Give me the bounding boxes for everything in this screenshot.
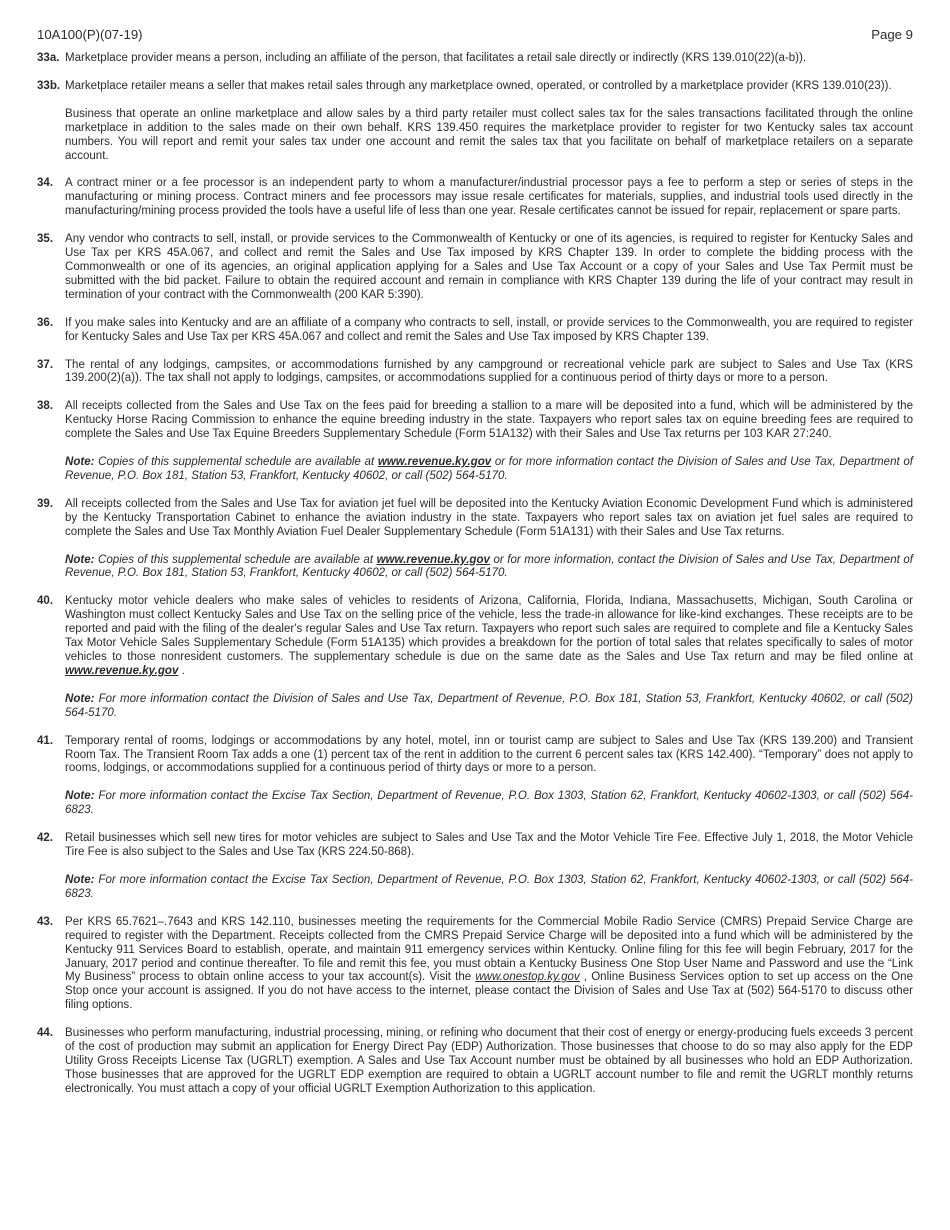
onestop-link[interactable]: www.onestop.ky.gov: [475, 971, 580, 984]
item-number: 42.: [37, 832, 54, 845]
item-number: 43.: [37, 915, 54, 928]
item-number: 34.: [37, 177, 54, 190]
item-text: The rental of any lodgings, campsites, or accommodations furnished by any campground or recreational vehicle park are subject to Sales and Use Tax (KRS 139.200(2)(a)). The tax shall not apply to lodgings, campsites, or accommodations supplied for a continuous period of thirty days or more to a person.: [65, 358, 913, 385]
item-33a: [37, 52, 913, 66]
item-text: .: [178, 664, 185, 677]
form-id: 10A100(P)(07-19): [37, 27, 143, 42]
item-44: [37, 1027, 913, 1097]
item-text: All receipts collected from the Sales and Use Tax on the fees paid for breeding a stallion to a mare will be deposited into a fund, which will be administered by the Kentucky Horse Racing Commission to enhance the equine breeding industry in the state. Taxpayers who report sales tax on equine breeding fees are required to complete the Sales and Use Tax Equine Breeders Supplementary Schedule (Form 51A132) with their Sales and Use Tax returns per 103 KAR 27:240.: [65, 400, 913, 441]
item-number: 35.: [37, 233, 54, 246]
note-label: Note:: [65, 456, 95, 469]
item-number: 40.: [37, 595, 54, 608]
item-number: 33a.: [37, 52, 60, 64]
note-text: Copies of this supplemental schedule are available at: [94, 456, 378, 469]
item-33b-paragraph: Business that operate an online marketplace and allow sales by a third party retailer must collect sales tax for the sales transactions facilitated through the online marketplace in addition to the sales made on their own behalf. KRS 139.450 requires the marketplace provider to register for two Kentucky sales tax account numbers. You will report and remit your sales tax under one account and remit the sales tax that you facilitate on behalf of marketplace retailers on a separate account.: [65, 107, 913, 162]
note-text: For more information contact the Excise Tax Section, Department of Revenue, P.O. Box 1303, Station 62, Frankfort, Kentucky 40602-1303, or call (502) 564-6823.: [65, 873, 913, 900]
note-text: For more information contact the Excise Tax Section, Department of Revenue, P.O. Box 1303, Station 62, Frankfort, Kentucky 40602-1303, or call (502) 564-6823.: [65, 790, 913, 817]
item-40: [37, 595, 913, 678]
item-39: [37, 498, 913, 540]
page-header: [37, 26, 913, 44]
item-number: 33b.: [37, 79, 61, 92]
item-number: 41.: [37, 734, 54, 747]
item-41: [37, 735, 913, 777]
item-text: If you make sales into Kentucky and are an affiliate of a company who contracts to sell, install, or provide services to the Commonwealth, you are required to register for Kentucky Sales and Use Tax per KRS 45A.067 and collect and remit the Sales and Use Tax imposed by KRS Chapter 139.: [65, 316, 913, 343]
item-number: 36.: [37, 316, 54, 329]
note-label: Note:: [65, 692, 95, 705]
item-36: [37, 317, 913, 345]
note-39: [65, 554, 913, 582]
item-text: , Online Business Services option to set up access on the One Stop once your account is assigned. If you do not have access to the internet, please contact the Division of Sales and Use Tax at (502) 564-5170 to discuss other filing options.: [65, 971, 913, 1012]
item-text-container: [65, 595, 913, 678]
item-text: Per KRS 65.7621–.7643 and KRS 142.110, businesses meeting the requirements for the Commercial Mobile Radio Service (CMRS) Prepaid Service Charge are required to register with the Department. Receipts collected from the CMRS Prepaid Service Charge will be deposited into a fund which will be administered by the Kentucky 911 Services Board to establish, operate, and maintain 911 emergency services within Kentucky. Online filing for this fee will begin February, 2017 for the January, 2017 period and continue thereafter. To file and remit this fee, you must obtain a Kentucky Business One Stop User Name and Password and use the “Link My Business” process to obtain online access to your tax account(s). Visit the: [65, 915, 913, 984]
item-43: [37, 916, 913, 1013]
item-42: [37, 832, 913, 860]
item-text: Retail businesses which sell new tires for motor vehicles are subject to Sales and Use Tax and the Motor Vehicle Tire Fee. Effective July 1, 2018, the Motor Vehicle Tire Fee is also subject to the Sales and Use Tax (KRS 224.50-868).: [65, 832, 913, 859]
item-text: All receipts collected from the Sales and Use Tax for aviation jet fuel will be deposited into the Kentucky Aviation Economic Development Fund which is administered by the Kentucky Transportation Cabinet to enhance the aviation industry in the state. Taxpayers who report sales tax on aviation jet fuel sales are required to complete the Sales and Use Tax Monthly Aviation Fuel Dealer Supplementary Schedule (Form 51A131) with their Sales and Use Tax returns.: [65, 497, 913, 538]
note-38: [65, 456, 913, 484]
item-text-container: [65, 916, 913, 1013]
note-text: Copies of this supplemental schedule are available at: [94, 553, 377, 566]
item-number: 37.: [37, 358, 54, 371]
note-41: [65, 790, 913, 818]
note-label: Note:: [65, 873, 95, 886]
item-text: Marketplace provider means a person, including an affiliate of the person, that facilitates a retail sale directly or indirectly (KRS 139.010(22)(a-b)).: [65, 52, 807, 64]
item-number: 44.: [37, 1027, 54, 1040]
note-text: or for more information, contact the Division of Sales and Use Tax, Department of Revenue, P.O. Box 181, Station 53, Frankfort, Kentucky 40602, or call (502) 564-5170.: [65, 553, 913, 580]
revenue-link[interactable]: www.revenue.ky.gov: [65, 664, 179, 677]
item-34: [37, 177, 913, 219]
item-33b: [37, 80, 913, 94]
item-text: A contract miner or a fee processor is an independent party to whom a manufacturer/industrial processor pays a fee to perform a step or series of steps in the manufacturing or mining process. Contract miners and fee processors may issue resale certificates for materials, supplies, and industrial tools used directly in the manufacturing/mining process provided the tools have a useful life of less than one year. Resale certificates cannot be issued for repair, replacement or spare parts.: [65, 177, 913, 218]
note-text: For more information contact the Division of Sales and Use Tax, Department of Revenue, P.O. Box 181, Station 53, Frankfort, Kentucky 40602, or call (502) 564-5170.: [65, 692, 913, 719]
revenue-link[interactable]: www.revenue.ky.gov: [376, 553, 490, 566]
note-40: [65, 693, 913, 721]
item-text: Marketplace retailer means a seller that makes retail sales through any marketplace owned, operated, or controlled by a marketplace provider (KRS 139.010(23)).: [65, 79, 892, 92]
revenue-link[interactable]: www.revenue.ky.gov: [377, 456, 492, 469]
note-label: Note:: [65, 790, 95, 803]
page-number: Page 9: [871, 27, 913, 42]
note-label: Note:: [65, 553, 95, 566]
note-text: or for more information contact the Division of Sales and Use Tax, Department of Revenue, P.O. Box 181, Station 53, Frankfort, Kentucky 40602, or call (502) 564-5170.: [65, 456, 913, 482]
note-42: [65, 874, 913, 902]
item-number: 38.: [37, 400, 54, 413]
item-text: Kentucky motor vehicle dealers who make sales of vehicles to residents of Arizona, California, Florida, Indiana, Massachusetts, Michigan, South Carolina or Washington must collect Kentucky Sales and Use Tax on the selling price of the vehicle, less the trade-in allowance for like-kind exchanges. These receipts are to be reported and paid with the filing of the dealer's regular Sales and Use Tax return. Taxpayers who report such sales are required to complete and file a Kentucky Sales Tax Motor Vehicle Sales Supplementary Schedule (Form 51A135) which provides a breakdown for the portion of total sales that relates specifically to sales of motor vehicles to those nonresident customers. The supplementary schedule is due on the same date as the Sales and Use Tax return and may be filed online at: [65, 595, 913, 663]
item-text: Temporary rental of rooms, lodgings or accommodations by any hotel, motel, inn or tourist camp are subject to Sales and Use Tax (KRS 139.200) and Transient Room Tax. The Transient Room Tax adds a one (1) percent tax of the rent in addition to the current 6 percent sales tax (KRS 142.400). “Temporary” does not apply to rooms, lodgings, or accommodations supplied for a continuous period of thirty days or more to a person.: [65, 734, 913, 775]
item-37: [37, 359, 913, 387]
item-38: [37, 400, 913, 442]
item-text: Any vendor who contracts to sell, install, or provide services to the Commonwealth of Kentucky or one of its agencies, is required to register for Kentucky Sales and Use Tax per KRS 45A.067, and collect and remit the Sales and Use Tax imposed by KRS Chapter 139. In order to complete the bidding process with the Commonwealth or one of its agencies, an original application applying for a Sales and Use Tax Account or a copy of your Sales and Use Tax Permit must be submitted with the bid packet. Failure to obtain the required account and remain in compliance with KRS Chapter 139 during the life of your contract may result in termination of your contract with the Commonwealth (200 KAR 5:390).: [65, 233, 913, 301]
item-text: Businesses who perform manufacturing, industrial processing, mining, or refining who document that their cost of energy or energy-producing fuels exceeds 3 percent of the cost of production may submit an application for Energy Direct Pay (EDP) Authorization. Those businesses that choose to do so may also apply for the EDP Utility Gross Receipts License Tax (UGRLT) exemption. A Sales and Use Tax Account number must be obtained by all businesses who hold an EDP Authorization. Those businesses that are approved for the UGRLT EDP exemption are required to obtain a UGRLT account number to file and remit the UGRLT monthly returns electronically. You must attach a copy of your official UGRLT Exemption Authorization to this application.: [65, 1027, 913, 1095]
item-number: 39.: [37, 497, 54, 510]
item-35: [37, 233, 913, 303]
